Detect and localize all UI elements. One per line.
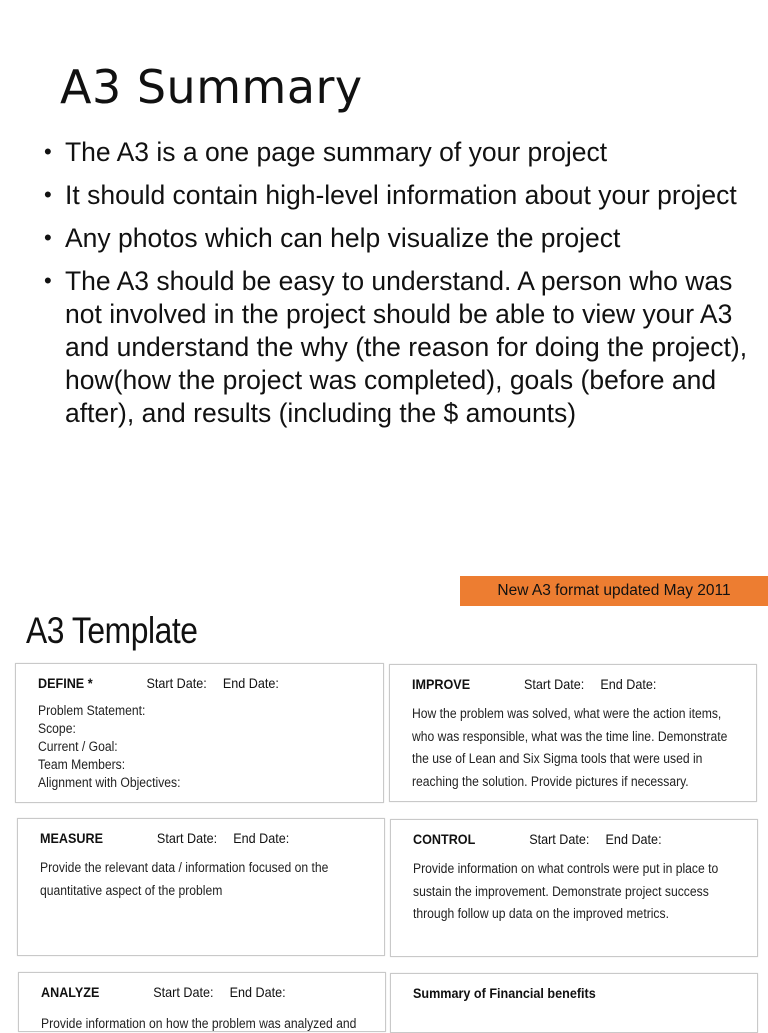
measure-card <box>17 818 385 956</box>
define-header <box>38 675 279 691</box>
improve-label: IMPROVE <box>412 676 471 692</box>
bullet-dot-icon: • <box>44 225 52 250</box>
control-body: Provide information on what controls were put in place to sustain the improvement. Demonstrate project success through follow up data on the improved metrics. <box>413 861 719 921</box>
slide-title: A3 Summary <box>60 60 363 114</box>
improve-card <box>389 664 757 802</box>
analyze-header <box>41 984 286 1000</box>
end-date-label: End Date: <box>605 831 662 847</box>
control-header <box>413 831 662 847</box>
bullet-list <box>44 136 754 440</box>
define-label: DEFINE * <box>38 675 93 691</box>
end-date-label: End Date: <box>229 984 286 1000</box>
end-date-label: End Date: <box>233 830 290 846</box>
end-date-label: End Date: <box>600 676 657 692</box>
bullet-item: • The A3 should be easy to understand. A person who was not involved in the project should be able to view your A3 and understand the why (the reason for doing the project), how(how the project was completed), goals (before and after), and results (including the $ amounts) <box>44 266 748 428</box>
analyze-card <box>18 972 386 1032</box>
measure-body: Provide the relevant data / information focused on the quantitative aspect of the problem <box>40 860 329 898</box>
financial-card <box>390 973 758 1033</box>
end-date-label: End Date: <box>222 675 279 691</box>
start-date-label: Start Date: <box>153 984 214 1000</box>
define-body: Problem Statement: Scope: Current / Goal: Team Members: Alignment with Objectives: <box>38 703 181 790</box>
control-card <box>390 819 758 957</box>
improve-header <box>412 676 656 692</box>
start-date-label: Start Date: <box>146 675 207 691</box>
financial-header <box>413 985 596 1001</box>
control-label: CONTROL <box>413 831 476 847</box>
bullet-item: • The A3 is a one page summary of your project <box>44 137 608 167</box>
start-date-label: Start Date: <box>156 830 218 846</box>
analyze-body: Provide information on how the problem was analyzed and <box>41 1016 357 1031</box>
bullet-dot-icon: • <box>44 139 52 164</box>
financial-label: Summary of Financial benefits <box>413 985 596 1001</box>
measure-label: MEASURE <box>40 830 104 846</box>
start-date-label: Start Date: <box>524 676 585 692</box>
bullet-item: • Any photos which can help visualize the project <box>44 223 621 253</box>
analyze-label: ANALYZE <box>41 984 100 1000</box>
bullet-dot-icon: • <box>44 268 52 293</box>
template-title: A3 Template <box>26 610 198 651</box>
start-date-label: Start Date: <box>529 831 590 847</box>
bullet-item: • It should contain high-level information about your project <box>44 180 737 210</box>
measure-header <box>40 830 289 846</box>
improve-body: How the problem was solved, what were the action items, who was responsible, what was the time line. Demonstrate the use of Lean and Six Sigma tools that were used in reaching the solution. Provide pictures if necessary. <box>412 706 728 789</box>
define-card <box>15 663 384 803</box>
bullet-dot-icon: • <box>44 182 52 207</box>
update-banner: New A3 format updated May 2011 <box>460 576 768 606</box>
